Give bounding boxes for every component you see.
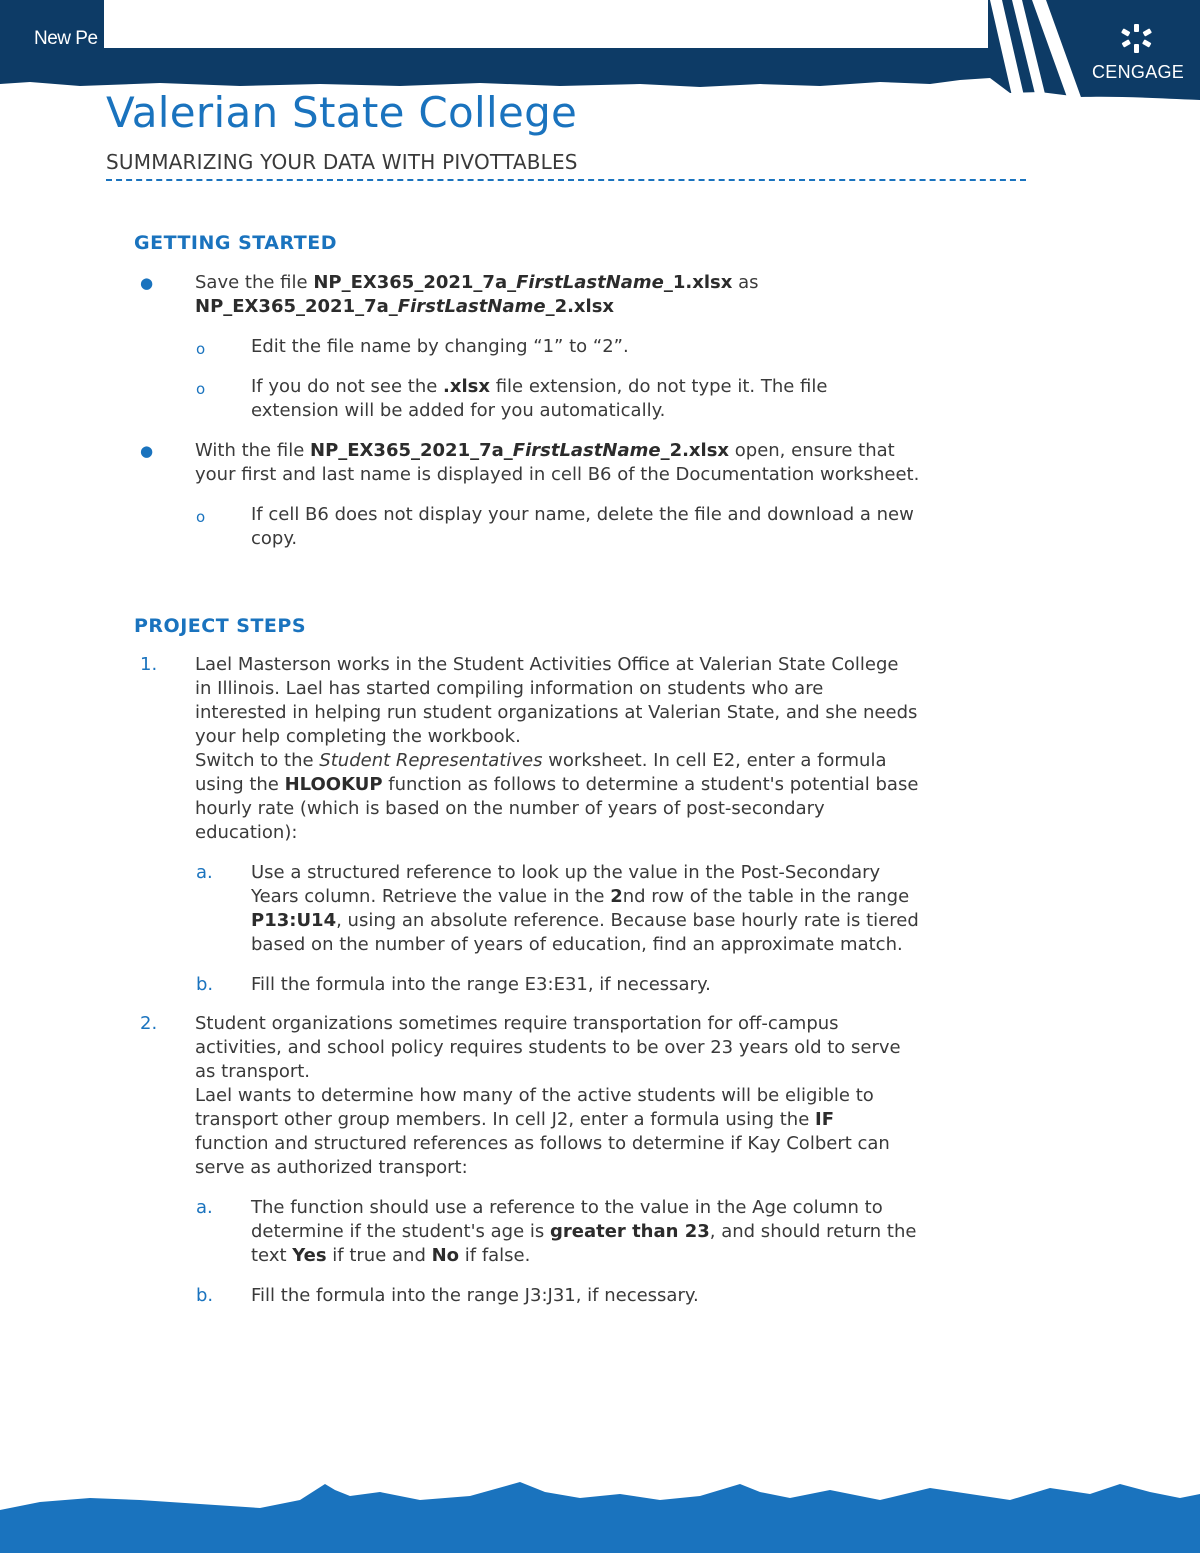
step-line: Lael wants to determine how many of the active students will be eligible to <box>195 1085 874 1106</box>
step-line <box>195 1108 994 1132</box>
bullet-line <box>195 271 994 295</box>
step-item <box>134 1012 994 1180</box>
text: file extension, do not type it. The file <box>490 376 828 397</box>
step-number: 2. <box>140 1013 158 1034</box>
filename-italic: FirstLastName <box>397 296 546 317</box>
bold-text: .xlsx <box>443 376 490 397</box>
sub-step-line <box>251 1244 994 1268</box>
text: nd row of the table in the range <box>622 886 910 907</box>
sub-step-label: b. <box>196 974 214 995</box>
sub-item-line: copy. <box>251 528 298 549</box>
sub-step-item <box>134 1196 994 1268</box>
sub-item-text: Edit the file name by changing “1” to “2”. <box>251 336 629 357</box>
step-line: education): <box>195 822 298 843</box>
text: Save the file <box>195 272 314 293</box>
step-line: interested in helping run student organizations at Valerian State, and she needs <box>195 702 918 723</box>
bullet-icon: ● <box>140 442 154 460</box>
text: If you do not see the <box>251 376 444 397</box>
filename: NP_EX365_2021_7a_ <box>310 440 513 461</box>
step-line <box>195 749 994 773</box>
step-line: as transport. <box>195 1061 311 1082</box>
text: determine if the student's age is <box>251 1221 550 1242</box>
list-item <box>134 271 994 319</box>
sub-step-label: a. <box>196 862 213 883</box>
project-steps-heading: PROJECT STEPS <box>134 615 307 637</box>
sub-step-label: b. <box>196 1285 214 1306</box>
sub-step-line <box>251 1220 994 1244</box>
sub-step-item <box>134 973 994 997</box>
function-name: IF <box>815 1109 834 1130</box>
text: function as follows to determine a student's potential base <box>382 774 919 795</box>
step-number: 1. <box>140 654 158 675</box>
list-item <box>134 439 994 487</box>
logo-text: CENGAGE <box>1092 62 1185 82</box>
filename-italic: FirstLastName <box>516 272 664 293</box>
bold-text: Yes <box>292 1245 327 1266</box>
sub-step-item <box>134 861 994 957</box>
cengage-logo <box>1092 24 1185 83</box>
sub-step-line: Use a structured reference to look up the value in the Post-Secondary <box>251 862 881 883</box>
sub-step-item <box>134 1284 994 1308</box>
bold-text: greater than 23 <box>550 1221 710 1242</box>
list-item <box>134 335 994 359</box>
text: if false. <box>459 1245 531 1266</box>
document-subtitle: SUMMARIZING YOUR DATA WITH PIVOTTABLES <box>106 150 578 174</box>
bullet-line: your first and last name is displayed in cell B6 of the Documentation worksheet. <box>195 464 920 485</box>
sub-item-line <box>251 375 994 399</box>
text: With the file <box>195 440 310 461</box>
bullet-line <box>195 439 994 463</box>
function-name: HLOOKUP <box>284 774 383 795</box>
sub-step-line: The function should use a reference to the value in the Age column to <box>251 1197 883 1218</box>
bullet-icon: ● <box>140 274 154 292</box>
text: , and should return the <box>709 1221 917 1242</box>
bold-text: 2 <box>610 886 623 907</box>
bullet-line <box>195 295 994 319</box>
circle-bullet-icon: o <box>196 508 206 526</box>
getting-started-list <box>134 271 994 551</box>
list-item <box>134 503 994 551</box>
sub-step-line <box>251 909 994 933</box>
title-divider <box>106 179 1026 181</box>
sub-step-line: based on the number of years of education, find an approximate match. <box>251 934 903 955</box>
sub-step-label: a. <box>196 1197 213 1218</box>
step-line: serve as authorized transport: <box>195 1157 468 1178</box>
step-line <box>195 773 994 797</box>
text: , using an absolute reference. Because base hourly rate is tiered <box>336 910 919 931</box>
filename: _2.xlsx <box>545 296 615 317</box>
text: as <box>732 272 759 293</box>
sub-item-line: extension will be added for you automatically. <box>251 400 666 421</box>
filename: _2.xlsx <box>660 440 730 461</box>
step-line: hourly rate (which is based on the number of years of post-secondary <box>195 798 825 819</box>
step-item <box>134 653 994 845</box>
footer-wave <box>0 1470 1200 1553</box>
text: transport other group members. In cell J2, enter a formula using the <box>195 1109 815 1130</box>
list-item <box>134 375 994 423</box>
step-line: activities, and school policy requires students to be over 23 years old to serve <box>195 1037 901 1058</box>
document-title: Valerian State College <box>106 88 578 137</box>
bold-text: No <box>431 1245 460 1266</box>
step-line: Lael Masterson works in the Student Activities Office at Valerian State College <box>195 654 899 675</box>
text: text <box>251 1245 293 1266</box>
cengage-logo-icon <box>1120 24 1154 54</box>
step-line: function and structured references as follows to determine if Kay Colbert can <box>195 1133 890 1154</box>
text: Years column. Retrieve the value in the <box>251 886 611 907</box>
sub-step-line: Fill the formula into the range E3:E31, if necessary. <box>251 974 711 995</box>
text: worksheet. In cell E2, enter a formula <box>542 750 887 771</box>
filename: NP_EX365_2021_7a_ <box>195 296 398 317</box>
step-line: Student organizations sometimes require transportation for off-campus <box>195 1013 839 1034</box>
range-ref: P13:U14 <box>251 910 337 931</box>
text: if true and <box>326 1245 432 1266</box>
filename: _1.xlsx <box>663 272 733 293</box>
text: Switch to the <box>195 750 320 771</box>
filename-italic: FirstLastName <box>512 440 661 461</box>
sub-item-line: If cell B6 does not display your name, delete the file and download a new <box>251 504 914 525</box>
step-line: your help completing the workbook. <box>195 726 521 747</box>
worksheet-name: Student Representatives <box>319 750 543 771</box>
step-line: in Illinois. Lael has started compiling information on students who are <box>195 678 824 699</box>
sub-step-line <box>251 885 994 909</box>
filename: NP_EX365_2021_7a_ <box>313 272 517 293</box>
project-steps-list <box>134 653 994 1308</box>
sub-step-line: Fill the formula into the range J3:J31, if necessary. <box>251 1285 699 1306</box>
getting-started-heading: GETTING STARTED <box>134 232 337 254</box>
text: open, ensure that <box>729 440 895 461</box>
text: using the <box>195 774 285 795</box>
publisher-name: New Pe <box>34 28 98 49</box>
circle-bullet-icon: o <box>196 340 206 358</box>
circle-bullet-icon: o <box>196 380 206 398</box>
header-mask <box>104 0 988 48</box>
